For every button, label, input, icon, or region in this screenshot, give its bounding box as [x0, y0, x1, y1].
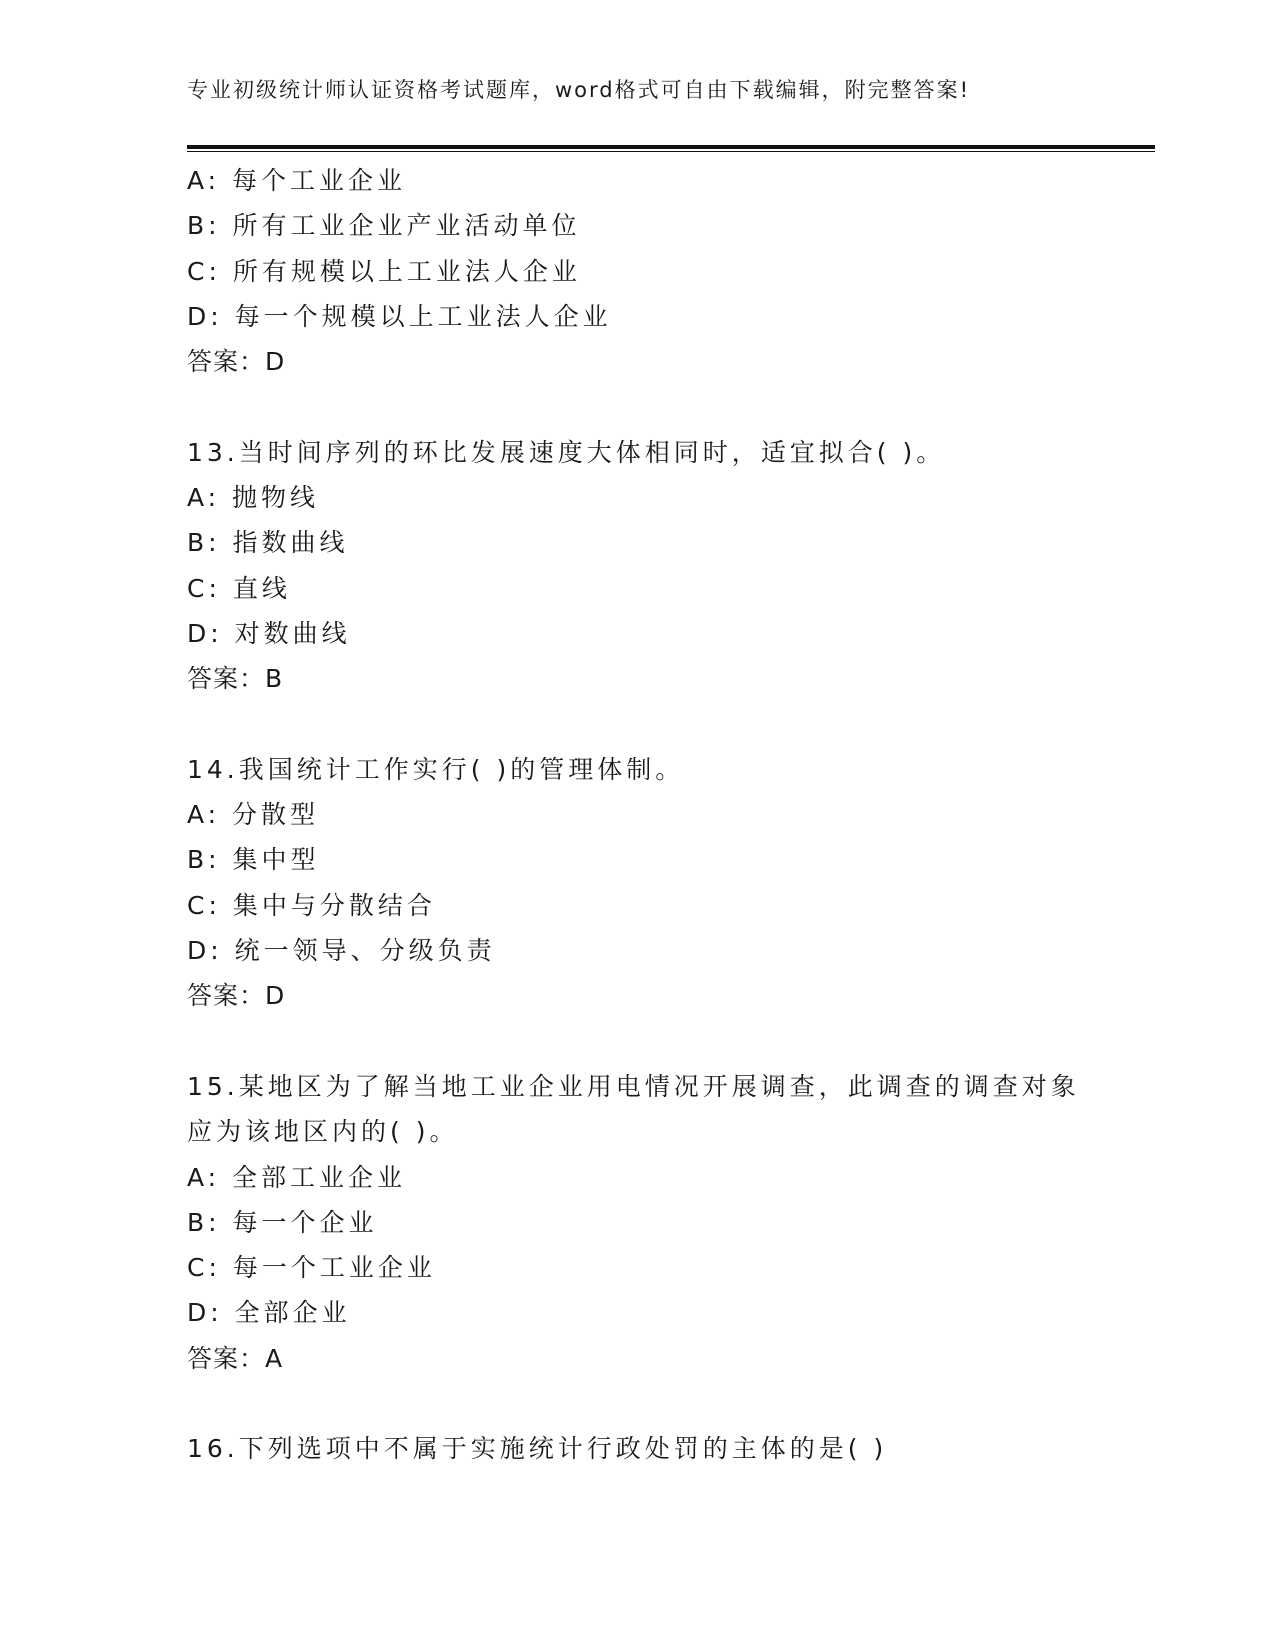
question-stem: 16.下列选项中不属于实施统计行政处罚的主体的是( ) [187, 1434, 888, 1464]
option-c: C: 每一个工业企业 [187, 1253, 436, 1283]
option-b: B: 集中型 [187, 845, 320, 875]
option-c: C: 集中与分散结合 [187, 890, 436, 920]
option-b: B: 所有工业企业产业活动单位 [187, 211, 581, 241]
option-a: A: 每个工业企业 [187, 166, 407, 195]
question-stem-continued: 应为该地区内的( )。 [187, 1117, 459, 1147]
question-stem: 13.当时间序列的环比发展速度大体相同时，适宜拟合( )。 [187, 437, 946, 467]
option-a: A: 抛物线 [187, 483, 320, 513]
answer: 答案：D [187, 347, 286, 377]
option-a: A: 全部工业企业 [187, 1162, 407, 1192]
question-14 [187, 747, 1087, 1019]
question-content [187, 158, 1087, 1472]
answer: 答案：B [187, 664, 284, 694]
option-d: D: 统一领导、分级负责 [187, 936, 496, 966]
question-15 [187, 1064, 1087, 1381]
option-c: C: 所有规模以上工业法人企业 [187, 256, 581, 286]
option-d: D: 每一个规模以上工业法人企业 [187, 301, 612, 331]
question-stem: 15.某地区为了解当地工业企业用电情况开展调查，此调查的调查对象 [187, 1071, 1080, 1101]
answer: 答案：D [187, 981, 286, 1011]
option-d: D: 对数曲线 [187, 618, 351, 648]
question-12-continuation [187, 158, 1087, 384]
option-d: D: 全部企业 [187, 1298, 351, 1328]
header-rule-thick [187, 145, 1155, 149]
header-rule-thin [187, 151, 1155, 152]
option-b: B: 指数曲线 [187, 528, 349, 558]
option-a: A: 分散型 [187, 800, 320, 830]
question-16 [187, 1426, 1087, 1471]
option-c: C: 直线 [187, 573, 291, 603]
question-stem: 14.我国统计工作实行( )的管理体制。 [187, 754, 685, 784]
question-13 [187, 430, 1087, 702]
page-header: 专业初级统计师认证资格考试题库，word格式可自由下载编辑，附完整答案! [187, 78, 971, 102]
option-b: B: 每一个企业 [187, 1207, 378, 1237]
answer: 答案：A [187, 1343, 284, 1373]
